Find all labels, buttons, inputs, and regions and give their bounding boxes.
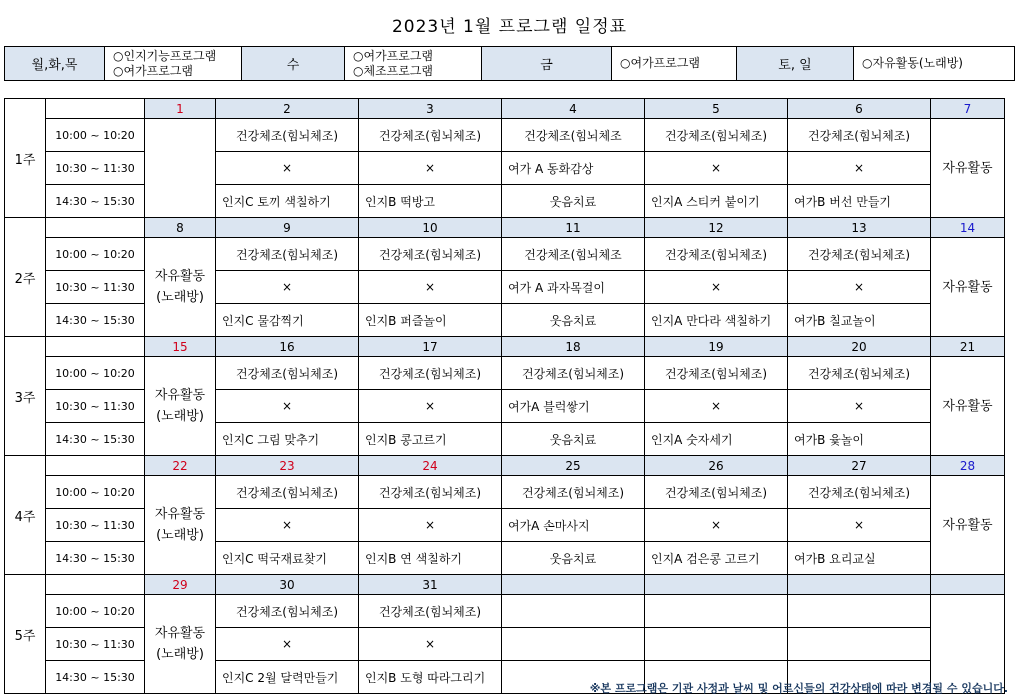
date-cell: 4 — [502, 99, 645, 119]
activity-cell — [645, 628, 788, 661]
date-cell: 20 — [788, 337, 931, 357]
activity-cell: 건강체조(힘뇌체조) — [502, 357, 645, 390]
activity-cell — [502, 595, 645, 628]
activity-cell: 웃음치료 — [502, 304, 645, 337]
activity-cell: × — [359, 271, 502, 304]
activity-cell: 여가B 버선 만들기 — [788, 185, 931, 218]
date-cell — [645, 575, 788, 595]
time-header-blank — [46, 218, 145, 238]
activity-cell: 건강체조(힘뇌체조) — [216, 476, 359, 509]
date-cell: 1 — [145, 99, 216, 119]
activity-cell: 건강체조(힘뇌체조) — [359, 357, 502, 390]
activity-cell: 인지A 만다라 색칠하기 — [645, 304, 788, 337]
date-cell: 6 — [788, 99, 931, 119]
legend-line: ○여가프로그램 — [113, 63, 194, 78]
activity-cell: 건강체조(힘뇌체조) — [216, 595, 359, 628]
activity-cell: 인지C 그림 맞추기 — [216, 423, 359, 456]
activity-cell: 건강체조(힘뇌체조) — [359, 476, 502, 509]
date-cell: 10 — [359, 218, 502, 238]
sunday-activity: 자유활동 (노래방) — [145, 357, 216, 456]
activity-cell: × — [359, 509, 502, 542]
date-cell: 16 — [216, 337, 359, 357]
legend-days-sat-sun: 토, 일 — [737, 47, 854, 81]
activity-cell — [645, 595, 788, 628]
activity-cell: × — [645, 509, 788, 542]
date-cell: 31 — [359, 575, 502, 595]
date-cell — [788, 575, 931, 595]
date-cell: 13 — [788, 218, 931, 238]
date-cell: 14 — [931, 218, 1005, 238]
sunday-activity: 자유활동 (노래방) — [145, 476, 216, 575]
activity-cell: 여가B 윷놀이 — [788, 423, 931, 456]
activity-cell: 인지A 스티커 붙이기 — [645, 185, 788, 218]
date-cell: 30 — [216, 575, 359, 595]
activity-cell: 인지B 연 색칠하기 — [359, 542, 502, 575]
activity-cell: 웃음치료 — [502, 542, 645, 575]
time-slot: 10:00 ~ 10:20 — [46, 595, 145, 628]
activity-cell: 인지B 콩고르기 — [359, 423, 502, 456]
date-cell: 26 — [645, 456, 788, 476]
week-date-row — [5, 218, 1005, 238]
activity-cell: 인지C 2월 달력만들기 — [216, 661, 359, 694]
time-slot: 14:30 ~ 15:30 — [46, 185, 145, 218]
time-slot: 14:30 ~ 15:30 — [46, 542, 145, 575]
legend-programs-fri — [612, 47, 737, 81]
date-cell: 29 — [145, 575, 216, 595]
saturday-activity: 자유활동 — [931, 238, 1005, 337]
sunday-activity: 자유활동 (노래방) — [145, 238, 216, 337]
legend-programs-mon-tue-thu — [105, 47, 242, 81]
sunday-activity: 자유활동 (노래방) — [145, 595, 216, 694]
activity-cell: 건강체조(힘뇌체조 — [502, 119, 645, 152]
time-slot: 10:00 ~ 10:20 — [46, 119, 145, 152]
schedule-row — [5, 476, 1005, 509]
date-cell: 27 — [788, 456, 931, 476]
date-cell: 19 — [645, 337, 788, 357]
activity-cell: × — [645, 152, 788, 185]
time-slot: 10:00 ~ 10:20 — [46, 476, 145, 509]
date-cell: 12 — [645, 218, 788, 238]
time-slot: 14:30 ~ 15:30 — [46, 423, 145, 456]
activity-cell: 건강체조(힘뇌체조) — [645, 119, 788, 152]
activity-cell: × — [359, 390, 502, 423]
activity-cell: 건강체조(힘뇌체조) — [216, 357, 359, 390]
activity-cell: 건강체조(힘뇌체조) — [645, 357, 788, 390]
activity-cell: 여가 A 동화감상 — [502, 152, 645, 185]
date-cell: 24 — [359, 456, 502, 476]
time-slot: 10:30 ~ 11:30 — [46, 509, 145, 542]
activity-cell: 건강체조(힘뇌체조) — [216, 119, 359, 152]
time-slot: 10:00 ~ 10:20 — [46, 357, 145, 390]
activity-cell: 인지B 떡방고 — [359, 185, 502, 218]
activity-cell: 여가B 칠교놀이 — [788, 304, 931, 337]
activity-cell — [788, 595, 931, 628]
activity-cell: × — [645, 390, 788, 423]
legend-line: ○인지기능프로그램 — [113, 48, 217, 63]
schedule-table — [4, 98, 1005, 694]
activity-cell: 인지A 숫자세기 — [645, 423, 788, 456]
time-slot: 10:30 ~ 11:30 — [46, 628, 145, 661]
week-label: 1주 — [5, 99, 46, 218]
date-cell: 8 — [145, 218, 216, 238]
activity-cell: 여가 A 과자목걸이 — [502, 271, 645, 304]
activity-cell: 건강체조(힘뇌체조) — [359, 595, 502, 628]
week-label: 4주 — [5, 456, 46, 575]
activity-cell: 인지B 도형 따라그리기 — [359, 661, 502, 694]
change-notice: ※본 프로그램은 기관 사정과 날씨 및 어르신들의 건강상태에 따라 변경될 수 있습니다. — [589, 682, 1008, 695]
date-cell: 5 — [645, 99, 788, 119]
activity-cell: 여가A 블럭쌓기 — [502, 390, 645, 423]
sunday-activity — [145, 119, 216, 218]
time-slot: 10:00 ~ 10:20 — [46, 238, 145, 271]
activity-cell: × — [216, 509, 359, 542]
date-cell: 9 — [216, 218, 359, 238]
time-header-blank — [46, 99, 145, 119]
activity-cell: 건강체조(힘뇌체조) — [788, 357, 931, 390]
schedule-row — [5, 595, 1005, 628]
legend-line: ○여가프로그램 — [353, 48, 434, 63]
date-cell: 7 — [931, 99, 1005, 119]
week-label: 5주 — [5, 575, 46, 694]
legend-line: ○체조프로그램 — [353, 63, 434, 78]
activity-cell: 건강체조(힘뇌체조) — [359, 238, 502, 271]
legend-line: ○자유활동(노래방) — [862, 56, 963, 70]
legend-programs-sat-sun — [854, 47, 1015, 81]
activity-cell: × — [359, 152, 502, 185]
week-date-row — [5, 337, 1005, 357]
saturday-activity: 자유활동 — [931, 119, 1005, 218]
activity-cell: 인지C 토끼 색칠하기 — [216, 185, 359, 218]
activity-cell: 여가A 손마사지 — [502, 509, 645, 542]
activity-cell: 건강체조(힘뇌체조) — [788, 238, 931, 271]
saturday-activity — [931, 595, 1005, 694]
schedule-row — [5, 357, 1005, 390]
time-slot: 10:30 ~ 11:30 — [46, 390, 145, 423]
activity-cell: × — [645, 271, 788, 304]
date-cell: 15 — [145, 337, 216, 357]
week-label: 2주 — [5, 218, 46, 337]
time-slot: 14:30 ~ 15:30 — [46, 304, 145, 337]
activity-cell: 건강체조(힘뇌체조) — [788, 119, 931, 152]
saturday-activity: 자유활동 — [931, 357, 1005, 456]
activity-cell: × — [788, 509, 931, 542]
date-cell: 11 — [502, 218, 645, 238]
activity-cell: 건강체조(힘뇌체조) — [359, 119, 502, 152]
activity-cell: 웃음치료 — [502, 185, 645, 218]
legend-programs-wed — [345, 47, 482, 81]
date-cell: 2 — [216, 99, 359, 119]
activity-cell: × — [788, 152, 931, 185]
activity-cell: 건강체조(힘뇌체조 — [502, 238, 645, 271]
time-header-blank — [46, 456, 145, 476]
activity-cell: 인지B 퍼즐놀이 — [359, 304, 502, 337]
activity-cell: × — [788, 271, 931, 304]
schedule-row — [5, 238, 1005, 271]
date-cell: 28 — [931, 456, 1005, 476]
time-slot: 14:30 ~ 15:30 — [46, 661, 145, 694]
activity-cell: × — [216, 152, 359, 185]
page-title: 2023년 1월 프로그램 일정표 — [391, 17, 628, 37]
time-header-blank — [46, 575, 145, 595]
activity-cell: 여가B 요리교실 — [788, 542, 931, 575]
activity-cell: 인지C 물감찍기 — [216, 304, 359, 337]
activity-cell: × — [216, 628, 359, 661]
activity-cell: 건강체조(힘뇌체조) — [216, 238, 359, 271]
activity-cell — [502, 628, 645, 661]
date-cell: 21 — [931, 337, 1005, 357]
activity-cell: × — [359, 628, 502, 661]
time-slot: 10:30 ~ 11:30 — [46, 271, 145, 304]
activity-cell: 인지C 떡국재료찾기 — [216, 542, 359, 575]
activity-cell: 건강체조(힘뇌체조) — [788, 476, 931, 509]
date-cell — [931, 575, 1005, 595]
date-cell: 25 — [502, 456, 645, 476]
activity-cell: 건강체조(힘뇌체조) — [645, 238, 788, 271]
program-legend — [4, 46, 1015, 81]
activity-cell: × — [216, 390, 359, 423]
legend-days-fri: 금 — [482, 47, 612, 81]
date-cell: 22 — [145, 456, 216, 476]
activity-cell: × — [216, 271, 359, 304]
schedule-row — [5, 119, 1005, 152]
date-cell: 17 — [359, 337, 502, 357]
activity-cell: 인지A 검은콩 고르기 — [645, 542, 788, 575]
activity-cell — [788, 628, 931, 661]
time-header-blank — [46, 337, 145, 357]
legend-line: ○여가프로그램 — [620, 56, 701, 70]
saturday-activity: 자유활동 — [931, 476, 1005, 575]
legend-days-mon-tue-thu: 월,화,목 — [5, 47, 105, 81]
time-slot: 10:30 ~ 11:30 — [46, 152, 145, 185]
week-date-row — [5, 99, 1005, 119]
week-date-row — [5, 456, 1005, 476]
date-cell: 23 — [216, 456, 359, 476]
legend-days-wed: 수 — [242, 47, 345, 81]
date-cell: 3 — [359, 99, 502, 119]
week-label: 3주 — [5, 337, 46, 456]
week-date-row — [5, 575, 1005, 595]
activity-cell: 웃음치료 — [502, 423, 645, 456]
activity-cell: 건강체조(힘뇌체조) — [502, 476, 645, 509]
activity-cell: × — [788, 390, 931, 423]
date-cell: 18 — [502, 337, 645, 357]
date-cell — [502, 575, 645, 595]
activity-cell: 건강체조(힘뇌체조) — [645, 476, 788, 509]
